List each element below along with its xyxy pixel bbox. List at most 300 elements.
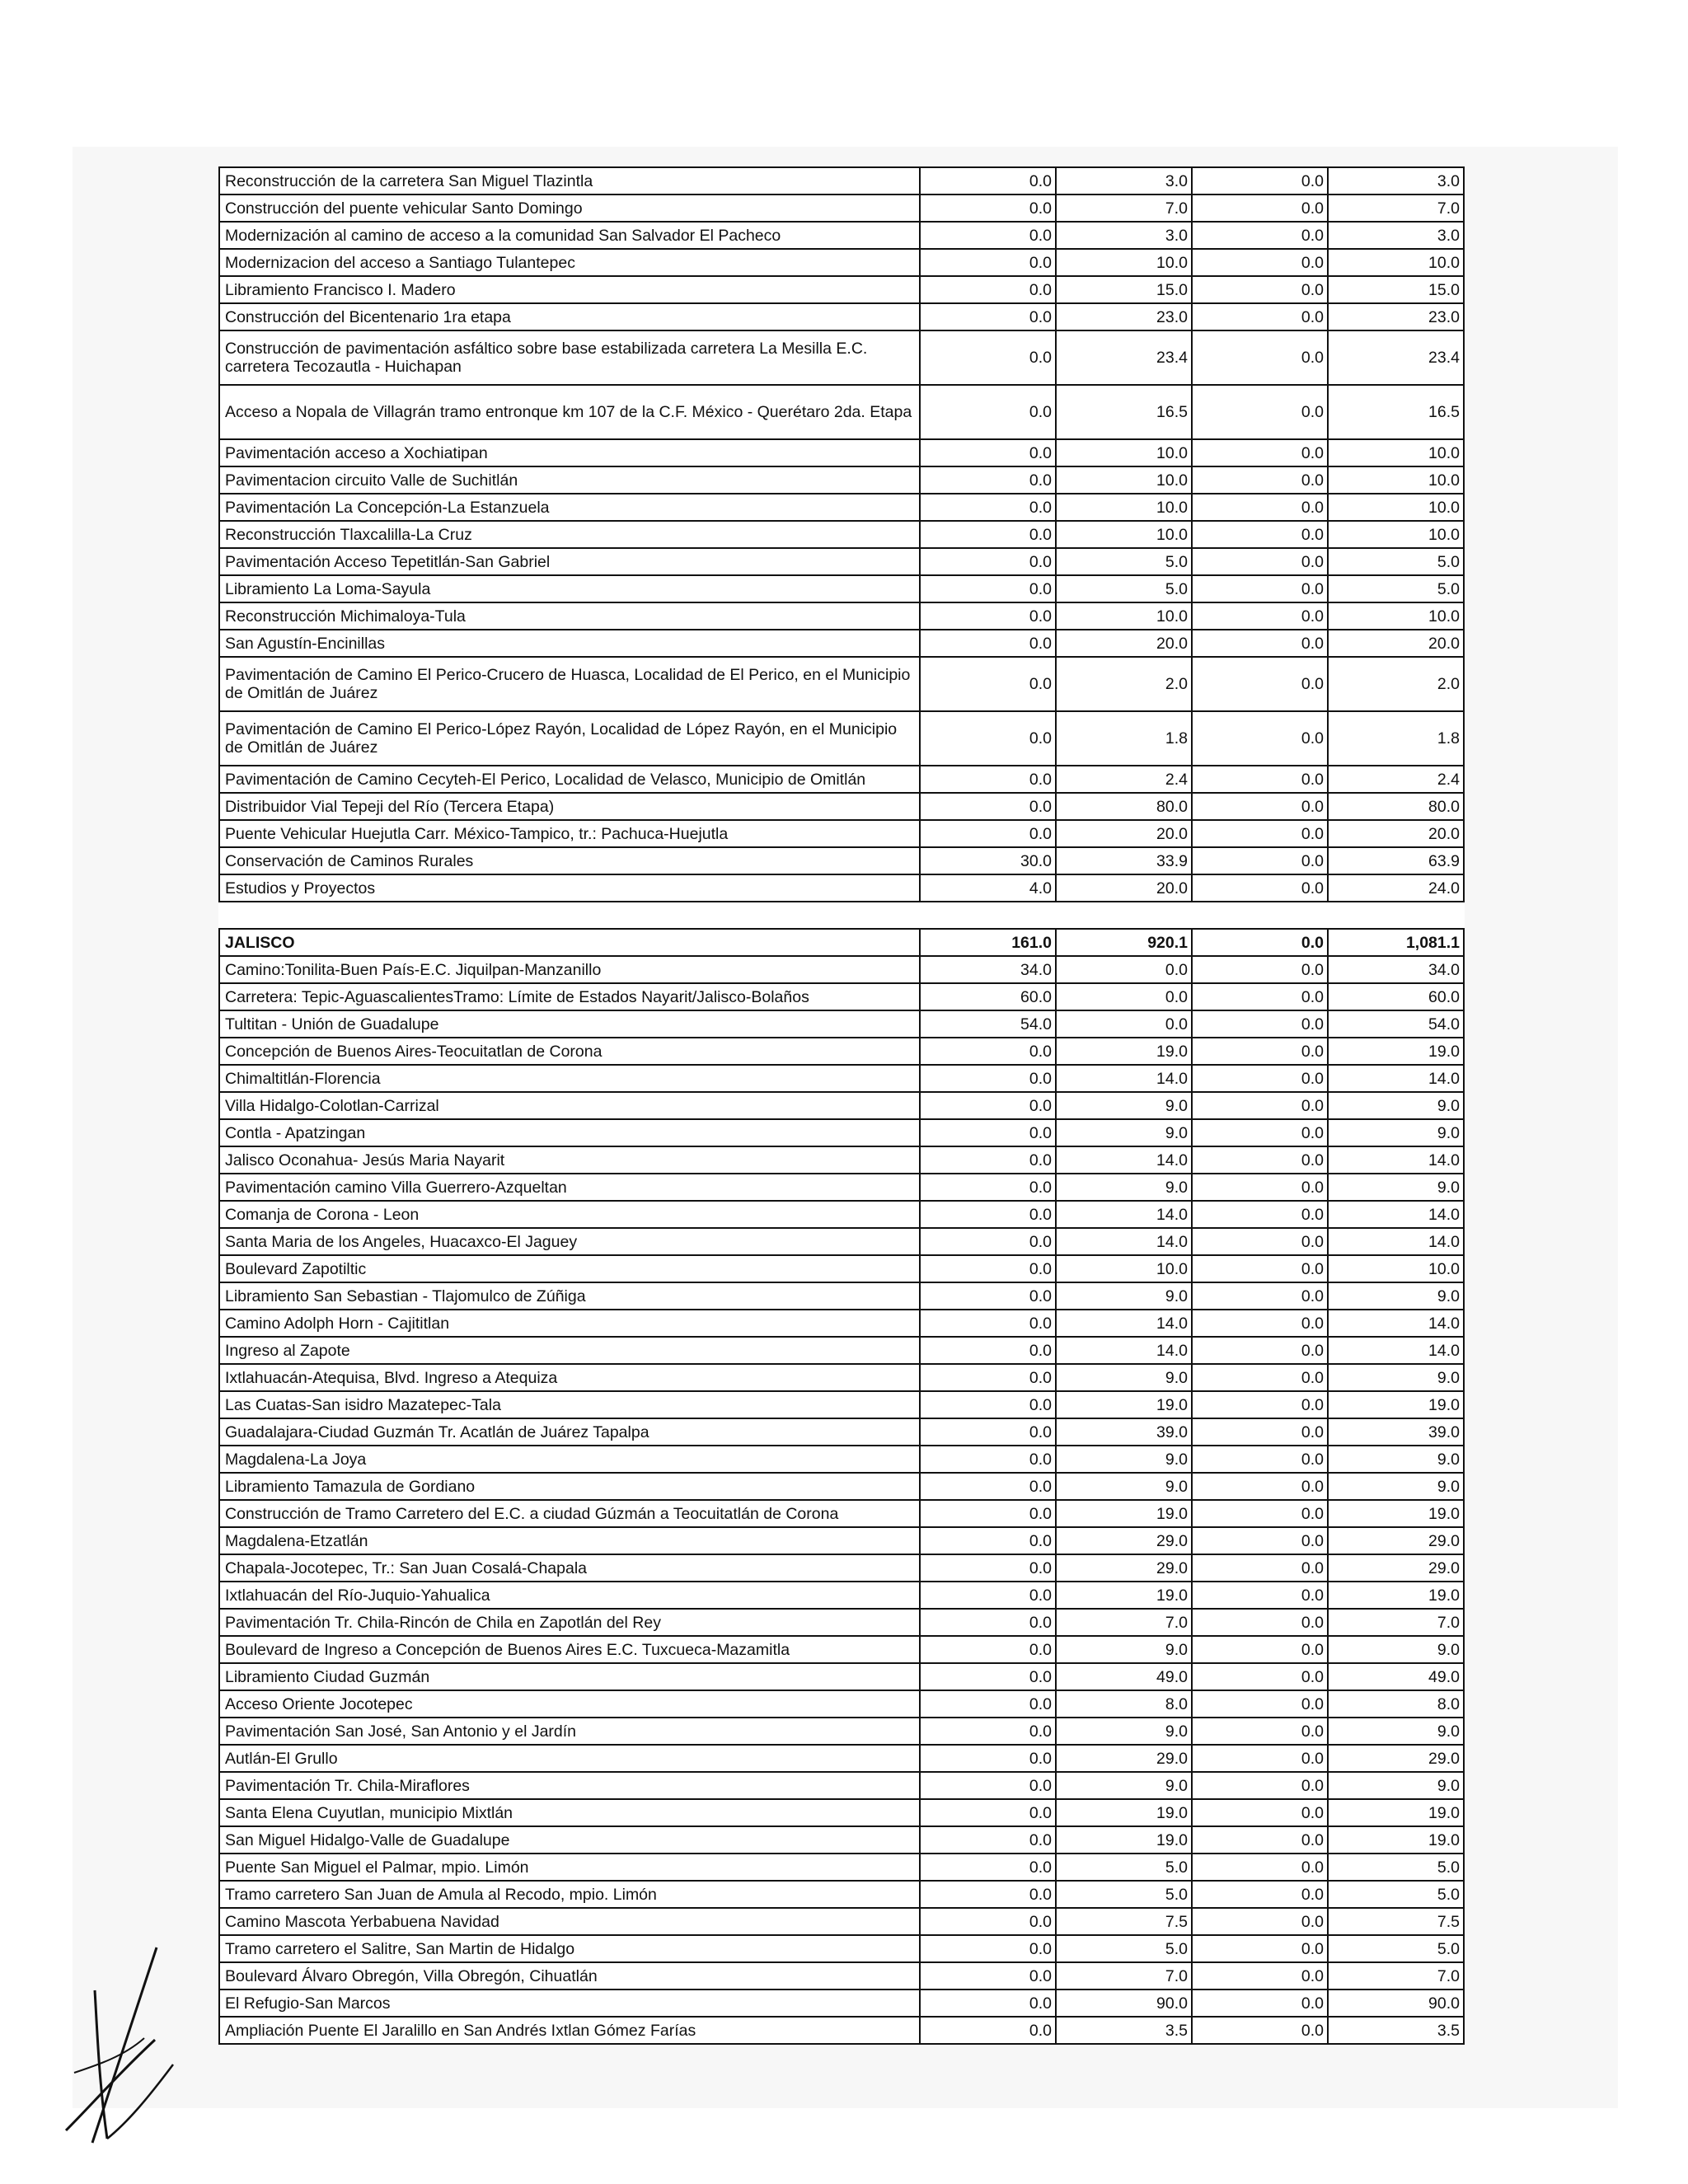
row-description: Pavimentación acceso a Xochiatipan — [219, 439, 920, 466]
row-value-4: 9.0 — [1328, 1174, 1464, 1201]
row-value-4: 7.0 — [1328, 1609, 1464, 1636]
row-value-3: 0.0 — [1192, 1201, 1328, 1228]
row-value-3: 0.0 — [1192, 1663, 1328, 1690]
row-value-2: 10.0 — [1056, 1255, 1192, 1282]
table-row — [219, 1228, 1464, 1255]
section-value-1: 161.0 — [920, 929, 1056, 956]
row-value-4: 49.0 — [1328, 1663, 1464, 1690]
table-row — [219, 1745, 1464, 1772]
row-value-3: 0.0 — [1192, 1310, 1328, 1337]
row-value-2: 9.0 — [1056, 1174, 1192, 1201]
row-value-3: 0.0 — [1192, 439, 1328, 466]
row-value-3: 0.0 — [1192, 1065, 1328, 1092]
row-value-1: 0.0 — [920, 1881, 1056, 1908]
row-value-2: 19.0 — [1056, 1038, 1192, 1065]
row-description: Jalisco Oconahua- Jesús Maria Nayarit — [219, 1146, 920, 1174]
row-value-3: 0.0 — [1192, 956, 1328, 983]
row-value-3: 0.0 — [1192, 847, 1328, 874]
table-row — [219, 1446, 1464, 1473]
row-description: Libramiento San Sebastian - Tlajomulco de Zúñiga — [219, 1282, 920, 1310]
row-description: Modernización al camino de acceso a la comunidad San Salvador El Pacheco — [219, 222, 920, 249]
table-row — [219, 1663, 1464, 1690]
row-value-1: 0.0 — [920, 439, 1056, 466]
row-value-1: 0.0 — [920, 1990, 1056, 2017]
table-row — [219, 1962, 1464, 1990]
handwritten-signature — [58, 1941, 181, 2147]
row-value-1: 0.0 — [920, 1826, 1056, 1854]
row-value-1: 0.0 — [920, 2017, 1056, 2044]
table-row — [219, 711, 1464, 766]
row-value-4: 19.0 — [1328, 1391, 1464, 1418]
row-value-2: 29.0 — [1056, 1554, 1192, 1582]
budget-table — [218, 166, 1465, 2045]
table-row — [219, 1282, 1464, 1310]
row-value-1: 0.0 — [920, 1663, 1056, 1690]
row-value-1: 0.0 — [920, 303, 1056, 330]
table-row — [219, 194, 1464, 222]
row-value-2: 7.0 — [1056, 1962, 1192, 1990]
row-value-1: 0.0 — [920, 1337, 1056, 1364]
row-description: Pavimentación de Camino El Perico-Crucero de Huasca, Localidad de El Perico, en el Municipio de Omitlán de Juárez — [219, 657, 920, 711]
row-value-1: 0.0 — [920, 1799, 1056, 1826]
row-value-1: 0.0 — [920, 1690, 1056, 1718]
row-description: San Agustín-Encinillas — [219, 630, 920, 657]
row-value-1: 60.0 — [920, 983, 1056, 1010]
row-value-2: 7.5 — [1056, 1908, 1192, 1935]
row-value-2: 14.0 — [1056, 1065, 1192, 1092]
row-description: Modernizacion del acceso a Santiago Tulantepec — [219, 249, 920, 276]
row-value-2: 1.8 — [1056, 711, 1192, 766]
row-value-1: 0.0 — [920, 330, 1056, 385]
row-value-3: 0.0 — [1192, 1364, 1328, 1391]
row-value-4: 34.0 — [1328, 956, 1464, 983]
row-value-3: 0.0 — [1192, 1799, 1328, 1826]
table-row — [219, 494, 1464, 521]
table-row — [219, 956, 1464, 983]
row-value-1: 0.0 — [920, 1636, 1056, 1663]
row-description: Las Cuatas-San isidro Mazatepec-Tala — [219, 1391, 920, 1418]
row-value-2: 9.0 — [1056, 1718, 1192, 1745]
row-value-1: 0.0 — [920, 1418, 1056, 1446]
row-value-2: 9.0 — [1056, 1636, 1192, 1663]
row-value-2: 9.0 — [1056, 1282, 1192, 1310]
row-value-2: 19.0 — [1056, 1826, 1192, 1854]
row-description: Concepción de Buenos Aires-Teocuitatlan de Corona — [219, 1038, 920, 1065]
row-value-3: 0.0 — [1192, 1745, 1328, 1772]
row-value-1: 0.0 — [920, 385, 1056, 439]
row-value-4: 3.0 — [1328, 222, 1464, 249]
row-value-4: 7.0 — [1328, 194, 1464, 222]
row-value-2: 2.4 — [1056, 766, 1192, 793]
row-value-1: 0.0 — [920, 575, 1056, 602]
row-value-2: 8.0 — [1056, 1690, 1192, 1718]
row-description: Villa Hidalgo-Colotlan-Carrizal — [219, 1092, 920, 1119]
row-description: Construcción del Bicentenario 1ra etapa — [219, 303, 920, 330]
row-value-3: 0.0 — [1192, 1228, 1328, 1255]
row-description: Pavimentación de Camino Cecyteh-El Perico, Localidad de Velasco, Municipio de Omitlán — [219, 766, 920, 793]
table-row — [219, 1010, 1464, 1038]
row-value-4: 19.0 — [1328, 1826, 1464, 1854]
row-value-3: 0.0 — [1192, 657, 1328, 711]
row-value-3: 0.0 — [1192, 167, 1328, 194]
row-value-1: 0.0 — [920, 521, 1056, 548]
row-value-3: 0.0 — [1192, 1038, 1328, 1065]
table-row — [219, 1636, 1464, 1663]
row-value-1: 0.0 — [920, 1473, 1056, 1500]
row-description: Acceso a Nopala de Villagrán tramo entronque km 107 de la C.F. México - Querétaro 2da. Etapa — [219, 385, 920, 439]
row-value-1: 0.0 — [920, 1446, 1056, 1473]
row-value-3: 0.0 — [1192, 1391, 1328, 1418]
row-value-2: 29.0 — [1056, 1527, 1192, 1554]
row-description: Pavimentación La Concepción-La Estanzuela — [219, 494, 920, 521]
row-value-1: 0.0 — [920, 1609, 1056, 1636]
row-value-3: 0.0 — [1192, 1554, 1328, 1582]
table-row — [219, 1065, 1464, 1092]
row-value-2: 9.0 — [1056, 1446, 1192, 1473]
row-value-4: 9.0 — [1328, 1092, 1464, 1119]
row-value-4: 14.0 — [1328, 1146, 1464, 1174]
table-body-bottom — [219, 956, 1464, 2044]
row-value-2: 49.0 — [1056, 1663, 1192, 1690]
row-value-1: 0.0 — [920, 1146, 1056, 1174]
row-value-1: 0.0 — [920, 276, 1056, 303]
row-value-4: 9.0 — [1328, 1282, 1464, 1310]
table-row — [219, 303, 1464, 330]
row-value-2: 14.0 — [1056, 1146, 1192, 1174]
row-description: Pavimentación San José, San Antonio y el Jardín — [219, 1718, 920, 1745]
row-value-3: 0.0 — [1192, 1826, 1328, 1854]
row-value-3: 0.0 — [1192, 575, 1328, 602]
row-value-1: 30.0 — [920, 847, 1056, 874]
row-value-3: 0.0 — [1192, 1446, 1328, 1473]
section-title: JALISCO — [219, 929, 920, 956]
table-row — [219, 1772, 1464, 1799]
table-row — [219, 1473, 1464, 1500]
row-value-3: 0.0 — [1192, 820, 1328, 847]
row-description: Libramiento Francisco I. Madero — [219, 276, 920, 303]
row-value-1: 34.0 — [920, 956, 1056, 983]
table-row — [219, 1418, 1464, 1446]
row-value-2: 3.0 — [1056, 167, 1192, 194]
row-value-3: 0.0 — [1192, 1255, 1328, 1282]
row-value-1: 0.0 — [920, 1119, 1056, 1146]
row-value-1: 0.0 — [920, 1092, 1056, 1119]
row-description: Libramiento Ciudad Guzmán — [219, 1663, 920, 1690]
row-value-4: 29.0 — [1328, 1745, 1464, 1772]
row-value-4: 15.0 — [1328, 276, 1464, 303]
row-value-4: 63.9 — [1328, 847, 1464, 874]
row-value-3: 0.0 — [1192, 874, 1328, 902]
row-value-1: 0.0 — [920, 657, 1056, 711]
row-value-4: 24.0 — [1328, 874, 1464, 902]
row-value-2: 29.0 — [1056, 1745, 1192, 1772]
row-value-3: 0.0 — [1192, 793, 1328, 820]
row-value-1: 0.0 — [920, 602, 1056, 630]
row-value-4: 5.0 — [1328, 1935, 1464, 1962]
row-value-2: 9.0 — [1056, 1473, 1192, 1500]
row-description: Libramiento Tamazula de Gordiano — [219, 1473, 920, 1500]
row-value-1: 0.0 — [920, 766, 1056, 793]
table-row — [219, 439, 1464, 466]
table-row — [219, 330, 1464, 385]
row-value-3: 0.0 — [1192, 1527, 1328, 1554]
row-value-3: 0.0 — [1192, 222, 1328, 249]
row-description: Distribuidor Vial Tepeji del Río (Tercera Etapa) — [219, 793, 920, 820]
row-value-4: 2.4 — [1328, 766, 1464, 793]
row-value-4: 54.0 — [1328, 1010, 1464, 1038]
row-value-2: 14.0 — [1056, 1201, 1192, 1228]
row-value-3: 0.0 — [1192, 711, 1328, 766]
row-value-4: 23.4 — [1328, 330, 1464, 385]
row-value-2: 5.0 — [1056, 548, 1192, 575]
row-value-1: 0.0 — [920, 249, 1056, 276]
row-value-2: 3.5 — [1056, 2017, 1192, 2044]
row-value-2: 20.0 — [1056, 820, 1192, 847]
table-row — [219, 276, 1464, 303]
row-value-4: 9.0 — [1328, 1446, 1464, 1473]
table-row — [219, 249, 1464, 276]
row-value-2: 33.9 — [1056, 847, 1192, 874]
table-row — [219, 1854, 1464, 1881]
section-value-2: 920.1 — [1056, 929, 1192, 956]
row-value-3: 0.0 — [1192, 249, 1328, 276]
row-value-1: 0.0 — [920, 1255, 1056, 1282]
row-value-1: 0.0 — [920, 630, 1056, 657]
row-value-2: 19.0 — [1056, 1582, 1192, 1609]
row-value-3: 0.0 — [1192, 1772, 1328, 1799]
row-value-1: 0.0 — [920, 1174, 1056, 1201]
row-value-1: 0.0 — [920, 1065, 1056, 1092]
row-value-3: 0.0 — [1192, 1337, 1328, 1364]
row-value-4: 80.0 — [1328, 793, 1464, 820]
row-value-2: 14.0 — [1056, 1310, 1192, 1337]
table-row — [219, 874, 1464, 902]
row-value-2: 10.0 — [1056, 249, 1192, 276]
row-value-4: 5.0 — [1328, 575, 1464, 602]
row-description: Tramo carretero el Salitre, San Martin de Hidalgo — [219, 1935, 920, 1962]
table-row — [219, 1718, 1464, 1745]
row-description: Construcción del puente vehicular Santo Domingo — [219, 194, 920, 222]
table-row — [219, 1609, 1464, 1636]
row-value-1: 0.0 — [920, 548, 1056, 575]
table-row — [219, 1527, 1464, 1554]
table-row — [219, 521, 1464, 548]
table-row — [219, 1881, 1464, 1908]
table-row — [219, 1935, 1464, 1962]
row-value-3: 0.0 — [1192, 766, 1328, 793]
table-row — [219, 1908, 1464, 1935]
row-value-4: 39.0 — [1328, 1418, 1464, 1446]
row-value-2: 3.0 — [1056, 222, 1192, 249]
row-value-4: 19.0 — [1328, 1038, 1464, 1065]
row-value-4: 3.0 — [1328, 167, 1464, 194]
row-value-1: 0.0 — [920, 1962, 1056, 1990]
row-value-2: 0.0 — [1056, 983, 1192, 1010]
row-value-1: 0.0 — [920, 793, 1056, 820]
row-value-2: 90.0 — [1056, 1990, 1192, 2017]
row-value-3: 0.0 — [1192, 1092, 1328, 1119]
table-row — [219, 657, 1464, 711]
row-value-2: 9.0 — [1056, 1092, 1192, 1119]
row-description: Contla - Apatzingan — [219, 1119, 920, 1146]
row-value-4: 10.0 — [1328, 1255, 1464, 1282]
row-value-2: 5.0 — [1056, 1881, 1192, 1908]
row-value-2: 5.0 — [1056, 1935, 1192, 1962]
row-description: Puente Vehicular Huejutla Carr. México-Tampico, tr.: Pachuca-Huejutla — [219, 820, 920, 847]
row-value-4: 10.0 — [1328, 494, 1464, 521]
row-description: Comanja de Corona - Leon — [219, 1201, 920, 1228]
row-value-4: 29.0 — [1328, 1527, 1464, 1554]
row-value-4: 5.0 — [1328, 1854, 1464, 1881]
row-value-4: 2.0 — [1328, 657, 1464, 711]
row-value-2: 23.4 — [1056, 330, 1192, 385]
row-value-3: 0.0 — [1192, 1935, 1328, 1962]
row-value-2: 16.5 — [1056, 385, 1192, 439]
row-value-4: 7.0 — [1328, 1962, 1464, 1990]
row-value-4: 10.0 — [1328, 521, 1464, 548]
row-value-4: 19.0 — [1328, 1582, 1464, 1609]
row-value-4: 1.8 — [1328, 711, 1464, 766]
table-row — [219, 1092, 1464, 1119]
table-row — [219, 630, 1464, 657]
row-value-2: 9.0 — [1056, 1772, 1192, 1799]
row-value-1: 0.0 — [920, 1908, 1056, 1935]
row-value-3: 0.0 — [1192, 1962, 1328, 1990]
row-value-4: 9.0 — [1328, 1636, 1464, 1663]
row-description: Construcción de Tramo Carretero del E.C. a ciudad Gúzmán a Teocuitatlán de Corona — [219, 1500, 920, 1527]
row-value-3: 0.0 — [1192, 548, 1328, 575]
row-value-1: 54.0 — [920, 1010, 1056, 1038]
row-value-1: 0.0 — [920, 222, 1056, 249]
row-value-1: 0.0 — [920, 1745, 1056, 1772]
table-row — [219, 793, 1464, 820]
table-row — [219, 983, 1464, 1010]
table-row — [219, 1038, 1464, 1065]
table-row — [219, 1391, 1464, 1418]
row-value-4: 14.0 — [1328, 1065, 1464, 1092]
table-row — [219, 1364, 1464, 1391]
row-value-4: 3.5 — [1328, 2017, 1464, 2044]
row-value-3: 0.0 — [1192, 1146, 1328, 1174]
row-value-4: 9.0 — [1328, 1473, 1464, 1500]
row-value-3: 0.0 — [1192, 385, 1328, 439]
row-value-2: 10.0 — [1056, 466, 1192, 494]
row-value-4: 14.0 — [1328, 1201, 1464, 1228]
row-value-4: 20.0 — [1328, 820, 1464, 847]
row-value-1: 0.0 — [920, 1582, 1056, 1609]
row-value-1: 0.0 — [920, 1201, 1056, 1228]
row-value-3: 0.0 — [1192, 303, 1328, 330]
row-value-4: 5.0 — [1328, 548, 1464, 575]
row-value-3: 0.0 — [1192, 466, 1328, 494]
section-value-4: 1,081.1 — [1328, 929, 1464, 956]
row-value-4: 60.0 — [1328, 983, 1464, 1010]
row-description: Pavimentación Tr. Chila-Rincón de Chila en Zapotlán del Rey — [219, 1609, 920, 1636]
row-value-3: 0.0 — [1192, 494, 1328, 521]
table-row — [219, 1690, 1464, 1718]
row-description: Camino Adolph Horn - Cajititlan — [219, 1310, 920, 1337]
row-value-1: 0.0 — [920, 1527, 1056, 1554]
row-description: Tultitan - Unión de Guadalupe — [219, 1010, 920, 1038]
row-value-1: 0.0 — [920, 1554, 1056, 1582]
row-value-2: 2.0 — [1056, 657, 1192, 711]
row-value-4: 7.5 — [1328, 1908, 1464, 1935]
row-value-4: 14.0 — [1328, 1337, 1464, 1364]
row-description: Carretera: Tepic-AguascalientesTramo: Límite de Estados Nayarit/Jalisco-Bolaños — [219, 983, 920, 1010]
row-value-4: 19.0 — [1328, 1500, 1464, 1527]
row-value-2: 10.0 — [1056, 439, 1192, 466]
row-description: Construcción de pavimentación asfáltico sobre base estabilizada carretera La Mesilla E.C. carretera Tecozautla - Huichapan — [219, 330, 920, 385]
row-value-4: 29.0 — [1328, 1554, 1464, 1582]
row-value-3: 0.0 — [1192, 1908, 1328, 1935]
row-value-1: 0.0 — [920, 1854, 1056, 1881]
row-value-2: 5.0 — [1056, 1854, 1192, 1881]
row-value-4: 10.0 — [1328, 439, 1464, 466]
row-value-2: 9.0 — [1056, 1119, 1192, 1146]
row-value-4: 9.0 — [1328, 1718, 1464, 1745]
row-description: Pavimentación Acceso Tepetitlán-San Gabriel — [219, 548, 920, 575]
row-value-3: 0.0 — [1192, 1990, 1328, 2017]
table-row — [219, 167, 1464, 194]
row-value-3: 0.0 — [1192, 630, 1328, 657]
row-value-2: 23.0 — [1056, 303, 1192, 330]
row-value-1: 0.0 — [920, 1935, 1056, 1962]
row-value-2: 80.0 — [1056, 793, 1192, 820]
row-description: Ampliación Puente El Jaralillo en San Andrés Ixtlan Gómez Farías — [219, 2017, 920, 2044]
table-row — [219, 1201, 1464, 1228]
row-value-1: 4.0 — [920, 874, 1056, 902]
table-row — [219, 1826, 1464, 1854]
row-value-2: 5.0 — [1056, 575, 1192, 602]
section-value-3: 0.0 — [1192, 929, 1328, 956]
row-value-3: 0.0 — [1192, 1174, 1328, 1201]
row-value-4: 14.0 — [1328, 1228, 1464, 1255]
row-description: Tramo carretero San Juan de Amula al Recodo, mpio. Limón — [219, 1881, 920, 1908]
row-value-2: 10.0 — [1056, 521, 1192, 548]
row-description: Chapala-Jocotepec, Tr.: San Juan Cosalá-Chapala — [219, 1554, 920, 1582]
row-value-3: 0.0 — [1192, 602, 1328, 630]
row-value-1: 0.0 — [920, 1772, 1056, 1799]
row-value-3: 0.0 — [1192, 1718, 1328, 1745]
row-value-1: 0.0 — [920, 1310, 1056, 1337]
row-value-3: 0.0 — [1192, 1282, 1328, 1310]
table-row — [219, 1119, 1464, 1146]
row-description: Estudios y Proyectos — [219, 874, 920, 902]
row-value-3: 0.0 — [1192, 1418, 1328, 1446]
row-value-1: 0.0 — [920, 1228, 1056, 1255]
row-description: Reconstrucción Michimaloya-Tula — [219, 602, 920, 630]
row-value-3: 0.0 — [1192, 1881, 1328, 1908]
table-row — [219, 575, 1464, 602]
row-value-1: 0.0 — [920, 711, 1056, 766]
row-value-1: 0.0 — [920, 1391, 1056, 1418]
row-value-2: 20.0 — [1056, 874, 1192, 902]
table-row — [219, 2017, 1464, 2044]
table-row — [219, 1582, 1464, 1609]
row-value-2: 19.0 — [1056, 1500, 1192, 1527]
row-value-1: 0.0 — [920, 1038, 1056, 1065]
row-value-3: 0.0 — [1192, 1636, 1328, 1663]
row-value-3: 0.0 — [1192, 1119, 1328, 1146]
section-row-jalisco — [219, 929, 1464, 956]
table-row — [219, 385, 1464, 439]
row-description: Boulevard Zapotiltic — [219, 1255, 920, 1282]
row-value-2: 0.0 — [1056, 956, 1192, 983]
row-value-4: 5.0 — [1328, 1881, 1464, 1908]
row-description: Ixtlahuacán-Atequisa, Blvd. Ingreso a Atequiza — [219, 1364, 920, 1391]
table-row — [219, 766, 1464, 793]
row-value-4: 8.0 — [1328, 1690, 1464, 1718]
